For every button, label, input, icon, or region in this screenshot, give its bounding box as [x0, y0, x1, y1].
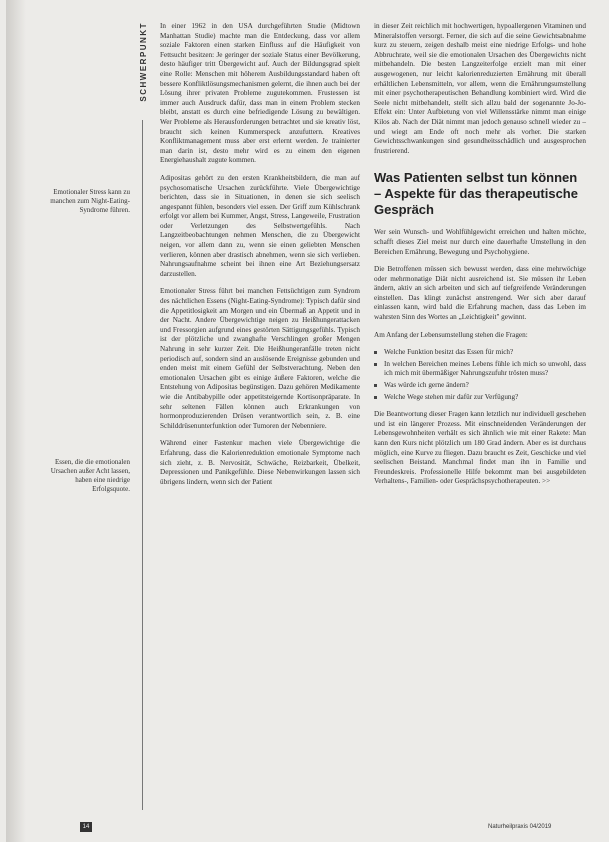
section-heading: Was Patienten selbst tun können – Aspekte für das therapeutische Gespräch — [374, 170, 578, 218]
page-binding-shadow — [6, 0, 26, 842]
list-item: Welche Wege stehen mir dafür zur Verfügung? — [374, 393, 586, 403]
paragraph: Adipositas gehört zu den ersten Krankheitsbildern, die man auf psychosomatische Ursachen zurückführte. Viele Übergewichtige berichten, dass sie in Situationen, in denen sie sich seelisch angespannt fühlen, besonders viel essen. Der Griff zum Kühlschrank erfolgt vor allem bei Kummer, Angst, Stress, Langeweile, Frustration oder Verletzungen des Selbstwertgefühls. Nach Langzeitbeobachtungen nehmen Menschen, die zu Übergewicht neigen, vor allem dann zu, wenn sie einen geliebten Menschen verlieren, können aber drastisch abnehmen, wenn sie sich verlieben. Nahrungsaufnahme scheint bei ihnen eine Art Beziehungsersatz darzustellen. — [160, 173, 360, 278]
paragraph: Die Beantwortung dieser Fragen kann letztlich nur individuell geschehen und ist ein längerer Prozess. Mit einschneidenden Veränderungen der Lebensgewohnheiten verhält es sich ähnlich wie mit einer Rakete: Man kann den Kurs nicht plötzlich um 180 Grad ändern. Aber es ist durchaus möglich, eine Kurve zu fliegen. Dazu braucht es Zeit, Geschicke und viel seelischen Beistand. Manchmal findet man ihn in Familie und Freundeskreis. Professionelle Hilfe bekommt man bei ausgebildeten Verhaltens-, Familien- oder Gesprächspsychotherapeuten. >> — [374, 410, 586, 486]
right-column — [374, 22, 586, 495]
section-label: SCHWERPUNKT — [139, 22, 148, 102]
page-number: 14 — [80, 822, 92, 832]
bullet-icon — [374, 396, 377, 399]
list-item: Welche Funktion besitzt das Essen für mich? — [374, 348, 586, 358]
margin-note-2: Essen, die die emotionalen Ursachen außer Acht lassen, haben eine niedrige Erfolgsquote. — [50, 458, 130, 493]
footer-issue: Naturheilpraxis 04/2019 — [488, 824, 552, 830]
paragraph: Am Anfang der Lebensumstellung stehen die Fragen: — [374, 330, 528, 339]
margin-note-1: Emotionaler Stress kann zu manchen zum Night-Eating-Syndrome führen. — [50, 188, 130, 214]
paragraph: Während einer Fastenkur machen viele Übergewichtige die Erfahrung, dass die Kalorienreduktion emotionale Symptome nach sich zieht, z. B. Nervosität, Schwäche, Reizbarkeit, Übelkeit, Depressionen und Panikgefühle. Diese Nebenwirkungen lassen sich übrigens lindern, wenn sich der Patient — [160, 439, 360, 486]
question-list — [374, 348, 586, 402]
bullet-icon — [374, 384, 377, 387]
list-item: Was würde ich gerne ändern? — [374, 381, 586, 391]
bullet-icon — [374, 363, 377, 366]
bullet-icon — [374, 351, 377, 354]
paragraph: Die Betroffenen müssen sich bewusst werden, dass eine mehrwöchige oder mehrmonatige Diät nicht ausreichend ist. Sie müssen ihr Leben ändern, aktiv an sich arbeiten und sich auf tiefgreifende Veränderungen einstellen. Das klingt zunächst anstrengend. Wer sich aber darauf einlassen kann, wird bald die Erfahrung machen, dass das Leben im wahrsten Sinn des Wortes an „Leichtigkeit" gewinnt. — [374, 265, 586, 322]
paragraph: Wer sein Wunsch- und Wohlfühlgewicht erreichen und halten möchte, schafft dieses Ziel meist nur durch eine dauerhafte Umstellung in den Bereichen Ernährung, Bewegung und Psychohygiene. — [374, 228, 586, 256]
paragraph: in dieser Zeit reichlich mit hochwertigen, hypoallergenen Vitaminen und Mineralstoffen versorgt. Ferner, die sich auf die seine Gewichtsabnahme kurz zu steuern, zeigen deshalb meist eine niedrige Erfolgs- und hohe Abbruchrate, weil sie die emotionalen Ursachen des Übergewichts nicht mitbehandeln. Die besten Langzeiterfolge erzielt man mit einer ausgewogenen, nur leicht kalorienreduzierten Ernährung mit überall erhältlichen Lebensmitteln, vor allem, wenn die Ernährungsumstellung mit einer psychotherapeutischen Behandlung kombiniert wird. Wird die Seele nicht mitbehandelt, stellt sich allzu bald der sogenannte Jo-Jo-Effekt ein: Unter Aufbietung von viel Willensstärke nimmt man einige Kilos ab. Nach der Diät nimmt man jedoch genauso schnell wieder zu – und wiegt am Ende oft noch mehr als vorher. Die starken Gewichtsschwankungen sind gesundheitsschädlich und ausgesprochen frustrierend. — [374, 22, 586, 155]
paragraph: In einer 1962 in den USA durchgeführten Studie (Midtown Manhattan Studie) machte man die Entdeckung, dass vor allem soziale Faktoren einen starken Einfluss auf die Häufigkeit von Fettsucht besitzen: Je geringer der soziale Status einer Bevölkerung, desto häufiger tritt Übergewicht auf. Auch der Bildungsgrad spielt eine Rolle: Menschen mit höherem Ausbildungsstandard haben oft bessere Konfliktlösungsmechanismen gelernt, die ihnen auch bei der Lösung ihrer privaten Probleme zugutekommen. Frustessen ist immer auch Ausdruck dafür, dass man in einem Problem stecken bleibt, anstatt es durch eine befriedigende Lösung zu bewältigen. Wer Probleme als Herausforderungen betrachtet und sie kreativ löst, braucht sich keinen Kummerspeck anzufuttern. Kreatives Konfliktmanagement muss aber erst erlernt werden. Je trainierter man darin ist, desto mehr wird es zu einem den eigenen Energiehaushalt zugute kommen. — [160, 22, 360, 165]
list-item: In welchen Bereichen meines Lebens fühle ich mich so unwohl, dass ich mich mit übermäßiger Nahrungszufuhr trösten muss? — [374, 360, 586, 379]
sidebar-divider — [142, 120, 143, 810]
left-column — [160, 22, 360, 495]
paragraph: Emotionaler Stress führt bei manchen Fettsüchtigen zum Syndrom des nächtlichen Essens (Night-Eating-Syndrome): Typisch dafür sind die Appetitlosigkeit am Morgen und ein Übermaß an Appetit und in der Nacht. Andere Übergewichtige neigen zu Heißhungerattacken und Fressorgien aufgrund eines gestörten Sättigungsgefühls. Typisch ist der plötzliche und zwanghafte Verschlingen großer Mengen Nahrung in sehr kurzer Zeit. Die Heißhungeranfälle treten nicht periodisch auf, sondern sind an auslösende Ereignisse gebunden und enden meist mit einem Gefühl der Selbstverachtung. Neben den emotionalen Ursachen gibt es einige äußere Faktoren, welche die Entstehung von Adipositas begünstigen. Dazu gehören Medikamente wie die Antibabypille oder appetitsteigernde Kortisonpräparate. In sehr seltenen Fällen können auch Erkrankungen von hormonproduzierenden Drüsen verantwortlich sein, z. B. eine Schilddrüsenunterfunktion oder Tumoren der Nebenniere. — [160, 287, 360, 430]
